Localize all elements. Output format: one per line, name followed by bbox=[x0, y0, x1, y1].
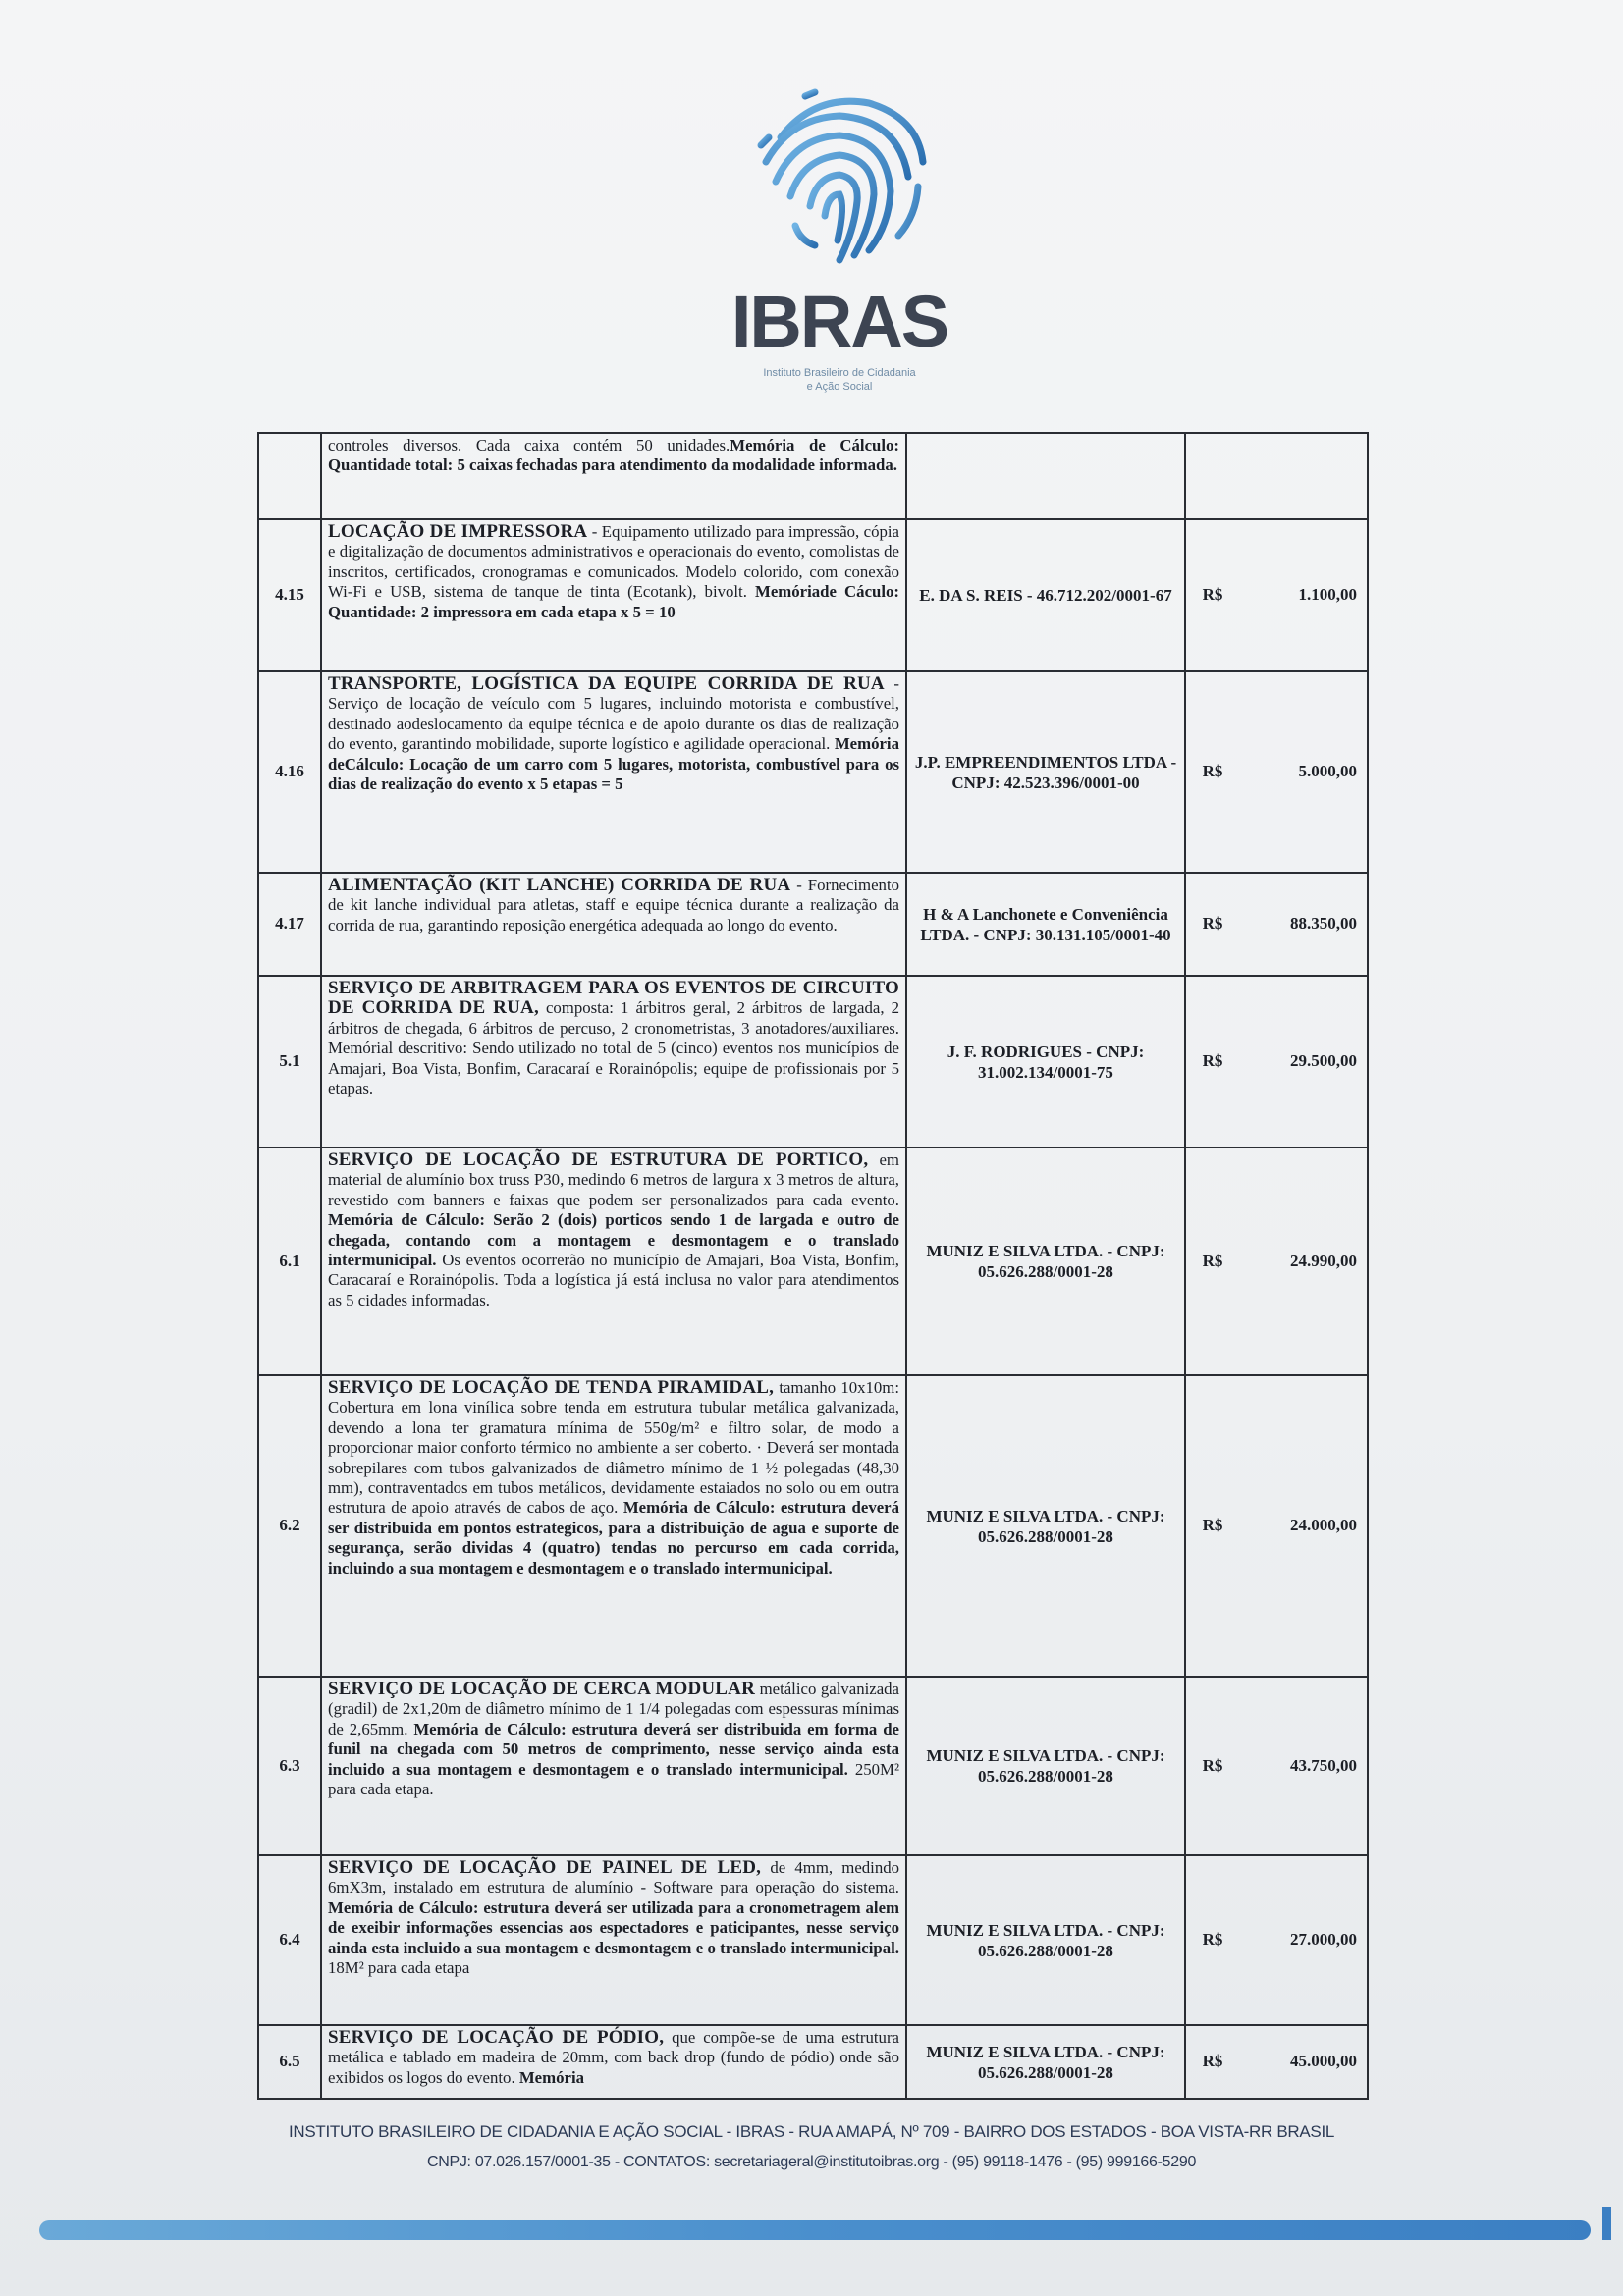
table-row bbox=[258, 2025, 1368, 2099]
description-text: Memória deCálculo: Locação de um carro com 5 lugares, motorista, combustível para os dias de realização do evento x 5 etapas = 5 bbox=[328, 734, 899, 794]
item-number: 6.2 bbox=[258, 1375, 321, 1677]
table-row bbox=[258, 1375, 1368, 1677]
item-number: 4.17 bbox=[258, 873, 321, 976]
supplier-name: MUNIZ E SILVA LTDA. - CNPJ: 05.626.288/0001-28 bbox=[906, 2025, 1185, 2099]
description-text: Memória de Cálculo: estrutura deverá ser distribuida em pontos estrategicos, para a distribuição de agua e suporte de segurança, serão dividas 4 (quatro) tendas no percurso em cada corrida, incluindo a sua montagem e desmontagem e o translado intermunicipal. bbox=[328, 1498, 900, 1577]
description-text: SERVIÇO DE ARBITRAGEM PARA OS EVENTOS DE CIRCUITO DE CORRIDA DE RUA, bbox=[328, 978, 899, 1019]
currency-symbol: R$ bbox=[1185, 1375, 1239, 1677]
currency-symbol: R$ bbox=[1185, 1855, 1239, 2025]
description-text: - Equipamento utilizado para impressão, cópia e digitalização de documentos administrativos e operacionais do evento, comolistas de inscritos, certificados, cronogramas e comunicados. Modelo colorido, com conexão Wi-Fi e USB, sistema de tanque de tinta (Ecotank), bivolt. bbox=[328, 522, 899, 602]
footer-contacts: CNPJ: 07.026.157/0001-35 - CONTATOS: secretariageral@institutoibras.org - (95) 99118-1476 - (95) 999166-5290 bbox=[426, 2154, 1197, 2170]
description-text: TRANSPORTE, LOGÍSTICA DA EQUIPE CORRIDA DE RUA bbox=[328, 673, 885, 694]
item-value: 29.500,00 bbox=[1239, 976, 1368, 1148]
item-value: 1.100,00 bbox=[1239, 519, 1368, 671]
item-value: 27.000,00 bbox=[1239, 1855, 1368, 2025]
description-text: SERVIÇO DE LOCAÇÃO DE CERCA MODULAR bbox=[328, 1679, 756, 1699]
supplier-name: MUNIZ E SILVA LTDA. - CNPJ: 05.626.288/0001-28 bbox=[906, 1148, 1185, 1375]
description-text: em material de alumínio box truss P30, medindo 6 metros de largura x 3 metros de altura, revestido com banners e faixas que podem ser personalizados para cada evento. bbox=[328, 1150, 899, 1209]
description-text: Os eventos ocorrerão no município de Amajari, Boa Vista, Bonfim, Caracaraí e Rorainópolis. Toda a logística já está inclusa no valor para atendimentos as 5 cidades informadas. bbox=[328, 1251, 899, 1309]
description-text: Memóriade Cáculo: Quantidade: 2 impressora em cada etapa x 5 = 10 bbox=[328, 582, 899, 621]
item-description bbox=[321, 1375, 906, 1677]
supplier-name bbox=[906, 433, 1185, 519]
supplier-name: E. DA S. REIS - 46.712.202/0001-67 bbox=[906, 519, 1185, 671]
description-text: Memória de Cálculo: estrutura deverá ser distribuida em forma de funil na chegada com 50 metros de comprimento, nesse serviço ainda esta incluido a sua montagem e desmontagem e o translado intermunicipal. bbox=[328, 1719, 899, 1779]
description-text: SERVIÇO DE LOCAÇÃO DE TENDA PIRAMIDAL, bbox=[328, 1377, 775, 1398]
description-text: controles diversos. Cada caixa contém 50 unidades. bbox=[328, 436, 730, 454]
item-value: 45.000,00 bbox=[1239, 2025, 1368, 2099]
table-row bbox=[258, 1148, 1368, 1375]
description-text: ALIMENTAÇÃO (KIT LANCHE) CORRIDA DE RUA bbox=[328, 875, 791, 895]
description-text: Memória de Cálculo: Quantidade total: 5 caixas fechadas para atendimento da modalidade informada. bbox=[328, 436, 899, 475]
description-text: SERVIÇO DE LOCAÇÃO DE PÓDIO, bbox=[328, 2027, 665, 2048]
item-description bbox=[321, 1148, 906, 1375]
item-description bbox=[321, 519, 906, 671]
item-description bbox=[321, 671, 906, 873]
description-text: LOCAÇÃO DE IMPRESSORA bbox=[328, 521, 588, 542]
supplier-name: MUNIZ E SILVA LTDA. - CNPJ: 05.626.288/0001-28 bbox=[906, 1855, 1185, 2025]
currency-symbol bbox=[1185, 433, 1239, 519]
budget-items-table bbox=[257, 432, 1369, 2100]
item-number: 6.5 bbox=[258, 2025, 321, 2099]
item-description bbox=[321, 976, 906, 1148]
supplier-name: J. F. RODRIGUES - CNPJ: 31.002.134/0001-75 bbox=[906, 976, 1185, 1148]
item-number: 6.1 bbox=[258, 1148, 321, 1375]
currency-symbol: R$ bbox=[1185, 671, 1239, 873]
table-row bbox=[258, 433, 1368, 519]
table-row bbox=[258, 519, 1368, 671]
description-text: Memória bbox=[518, 2067, 585, 2087]
item-value bbox=[1239, 433, 1368, 519]
currency-symbol: R$ bbox=[1185, 976, 1239, 1148]
table-row bbox=[258, 671, 1368, 873]
description-text: Memória de Cálculo: Serão 2 (dois) porticos sendo 1 de largada e outro de chegada, contando com a montagem e desmontagem e o translado intermunicipal. bbox=[328, 1210, 899, 1270]
description-text: tamanho 10x10m: Cobertura em lona vinílica sobre tenda em estrutura tubular metálica galvanizada, devendo a lona ter gramatura mínima de 550g/m² e filtro solar, de modo a proporcionar maior conforto térmico no ambiente a ser coberto. · Deverá ser montada sobrepilares com tubos galvanizados de diâmetro mínimo de 1 ½ polegadas (48,30 mm), contraventados em tubos metálicos, devidamente estaiados no solo ou em outra estrutura de apoio através de cabos de aço. bbox=[328, 1378, 900, 1518]
description-text: - Fornecimento de kit lanche individual para atletas, staff e equipe técnica durante a realização da corrida de rua, garantindo reposição energética adequada ao longo do evento. bbox=[328, 876, 900, 934]
item-description bbox=[321, 2025, 906, 2099]
currency-symbol: R$ bbox=[1185, 1148, 1239, 1375]
supplier-name: MUNIZ E SILVA LTDA. - CNPJ: 05.626.288/0001-28 bbox=[906, 1677, 1185, 1855]
description-text: metálico galvanizada (gradil) de 2x1,20m de diâmetro mínimo de 1 1/4 polegadas com espessuras mínimas de 2,65mm. bbox=[328, 1680, 900, 1738]
fingerprint-map-icon bbox=[722, 69, 957, 280]
item-number: 4.16 bbox=[258, 671, 321, 873]
item-value: 24.000,00 bbox=[1239, 1375, 1368, 1677]
description-text: composta: 1 árbitros geral, 2 árbitros de largada, 2 árbitros de chegada, 6 árbitros de percuso, 2 cronometristas, 3 anotadores/auxiliares. Memórial descritivo: Sendo utilizado no total de 5 (cinco) eventos nos municípios de Amajari, Boa Vista, Bonfim, Caracaraí e Rorainópolis; equipe de profissionais por 5 etapas. bbox=[328, 998, 899, 1098]
logo-subtitle-line1: Instituto Brasileiro de Cidadania bbox=[763, 367, 916, 379]
supplier-name: MUNIZ E SILVA LTDA. - CNPJ: 05.626.288/0001-28 bbox=[906, 1375, 1185, 1677]
item-value: 5.000,00 bbox=[1239, 671, 1368, 873]
footer-bar bbox=[39, 2220, 1591, 2240]
description-text: - Serviço de locação de veículo com 5 lugares, incluindo motorista e combustível, destinado aodeslocamento da equipe técnica e de apoio durante os dias de realização do evento, garantindo mobilidade, suporte logístico e agilidade operacional. bbox=[328, 674, 899, 754]
description-text: SERVIÇO DE LOCAÇÃO DE PAINEL DE LED, bbox=[328, 1857, 762, 1878]
supplier-name: H & A Lanchonete e Conveniência LTDA. - CNPJ: 30.131.105/0001-40 bbox=[906, 873, 1185, 976]
item-number: 6.4 bbox=[258, 1855, 321, 2025]
supplier-name: J.P. EMPREENDIMENTOS LTDA - CNPJ: 42.523.396/0001-00 bbox=[906, 671, 1185, 873]
table-row bbox=[258, 1855, 1368, 2025]
table-row bbox=[258, 976, 1368, 1148]
currency-symbol: R$ bbox=[1185, 2025, 1239, 2099]
table-row bbox=[258, 873, 1368, 976]
logo-subtitle bbox=[722, 366, 957, 394]
currency-symbol: R$ bbox=[1185, 1677, 1239, 1855]
item-number: 5.1 bbox=[258, 976, 321, 1148]
item-value: 24.990,00 bbox=[1239, 1148, 1368, 1375]
description-text: Memória de Cálculo: estrutura deverá ser utilizada para a cronometragem alem de exeibir informações essencias aos espectadores e paticipantes, nesse serviço ainda esta incluido a sua montagem e desmontagem e o translado intermunicipal. bbox=[328, 1897, 899, 1957]
description-text: SERVIÇO DE LOCAÇÃO DE ESTRUTURA DE PORTICO, bbox=[328, 1149, 869, 1170]
footer-address: INSTITUTO BRASILEIRO DE CIDADANIA E AÇÃO SOCIAL - IBRAS - RUA AMAPÁ, Nº 709 - BAIRRO DOS ESTADOS - BOA VISTA-RR BRASIL bbox=[288, 2122, 1335, 2141]
item-description bbox=[321, 1677, 906, 1855]
table-row bbox=[258, 1677, 1368, 1855]
logo-subtitle-line2: e Ação Social bbox=[806, 381, 873, 393]
description-text: 250M² para cada etapa. bbox=[328, 1759, 899, 1799]
description-text: que compõe-se de uma estrutura metálica e tablado em madeira de 20mm, com back drop (fundo de pódio) onde são exibidos os logos do evento. bbox=[328, 2028, 899, 2087]
ibras-logo bbox=[722, 69, 957, 412]
item-description bbox=[321, 433, 906, 519]
description-text: de 4mm, medindo 6mX3m, instalado em estrutura de alumínio - Software para operação do sistema. bbox=[328, 1858, 899, 1897]
item-value: 88.350,00 bbox=[1239, 873, 1368, 976]
description-text: 18M² para cada etapa bbox=[328, 1958, 470, 1978]
currency-symbol: R$ bbox=[1185, 519, 1239, 671]
item-description bbox=[321, 1855, 906, 2025]
item-value: 43.750,00 bbox=[1239, 1677, 1368, 1855]
currency-symbol: R$ bbox=[1185, 873, 1239, 976]
item-number: 6.3 bbox=[258, 1677, 321, 1855]
footer-bar-edge bbox=[1602, 2207, 1611, 2240]
item-number: 4.15 bbox=[258, 519, 321, 671]
logo-wordmark: IBRAS bbox=[730, 281, 948, 362]
item-description bbox=[321, 873, 906, 976]
item-number bbox=[258, 433, 321, 519]
